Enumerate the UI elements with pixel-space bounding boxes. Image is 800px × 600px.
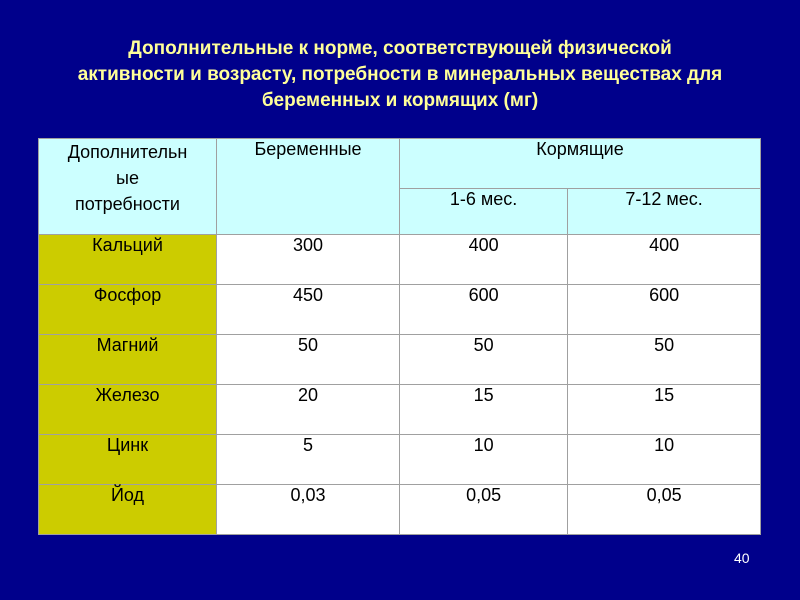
pregnant-value-cell: 20 — [217, 385, 400, 435]
lactating-1-6-value-cell: 400 — [400, 235, 568, 285]
lactating-7-12-value-cell: 50 — [568, 335, 761, 385]
lactating-7-12-value-cell: 600 — [568, 285, 761, 335]
nutrient-name-cell: Магний — [39, 335, 217, 385]
lactating-7-12-value-cell: 10 — [568, 435, 761, 485]
slide-title — [60, 36, 740, 114]
table-row — [39, 385, 761, 435]
table-header — [39, 139, 761, 235]
slide-number: 40 — [734, 550, 750, 566]
pregnant-value-cell: 300 — [217, 235, 400, 285]
header-pregnant: Беременные — [217, 139, 400, 235]
mineral-needs-table — [38, 138, 761, 535]
lactating-7-12-value-cell: 15 — [568, 385, 761, 435]
header-lactating-1-6-months: 1-6 мес. — [400, 189, 568, 235]
lactating-1-6-value-cell: 15 — [400, 385, 568, 435]
table-row — [39, 235, 761, 285]
pregnant-value-cell: 5 — [217, 435, 400, 485]
table-row — [39, 435, 761, 485]
lactating-1-6-value-cell: 600 — [400, 285, 568, 335]
lactating-7-12-value-cell: 400 — [568, 235, 761, 285]
header-additional-needs-line-3: потребности — [75, 194, 180, 214]
lactating-7-12-value-cell: 0,05 — [568, 485, 761, 535]
table-row — [39, 285, 761, 335]
slide-title-line-2: активности и возрасту, потребности в минеральных веществах для — [77, 64, 723, 85]
nutrient-name-cell: Фосфор — [39, 285, 217, 335]
nutrient-name-cell: Цинк — [39, 435, 217, 485]
lactating-1-6-value-cell: 0,05 — [400, 485, 568, 535]
nutrient-name-cell: Железо — [39, 385, 217, 435]
header-lactating: Кормящие — [400, 139, 761, 189]
table-row — [39, 485, 761, 535]
header-additional-needs — [39, 139, 217, 235]
table-row — [39, 335, 761, 385]
pregnant-value-cell: 0,03 — [217, 485, 400, 535]
header-additional-needs-line-1: Дополнительн — [67, 142, 188, 162]
slide-title-line-1: Дополнительные к норме, соответствующей физической — [128, 38, 672, 59]
lactating-1-6-value-cell: 10 — [400, 435, 568, 485]
table-header-row-1 — [39, 139, 761, 189]
pregnant-value-cell: 50 — [217, 335, 400, 385]
nutrient-name-cell: Йод — [39, 485, 217, 535]
lactating-1-6-value-cell: 50 — [400, 335, 568, 385]
nutrient-name-cell: Кальций — [39, 235, 217, 285]
pregnant-value-cell: 450 — [217, 285, 400, 335]
header-additional-needs-line-2: ые — [116, 168, 139, 188]
header-lactating-7-12-months: 7-12 мес. — [568, 189, 761, 235]
table-body — [39, 235, 761, 535]
slide-title-line-3: беременных и кормящих (мг) — [261, 90, 539, 111]
